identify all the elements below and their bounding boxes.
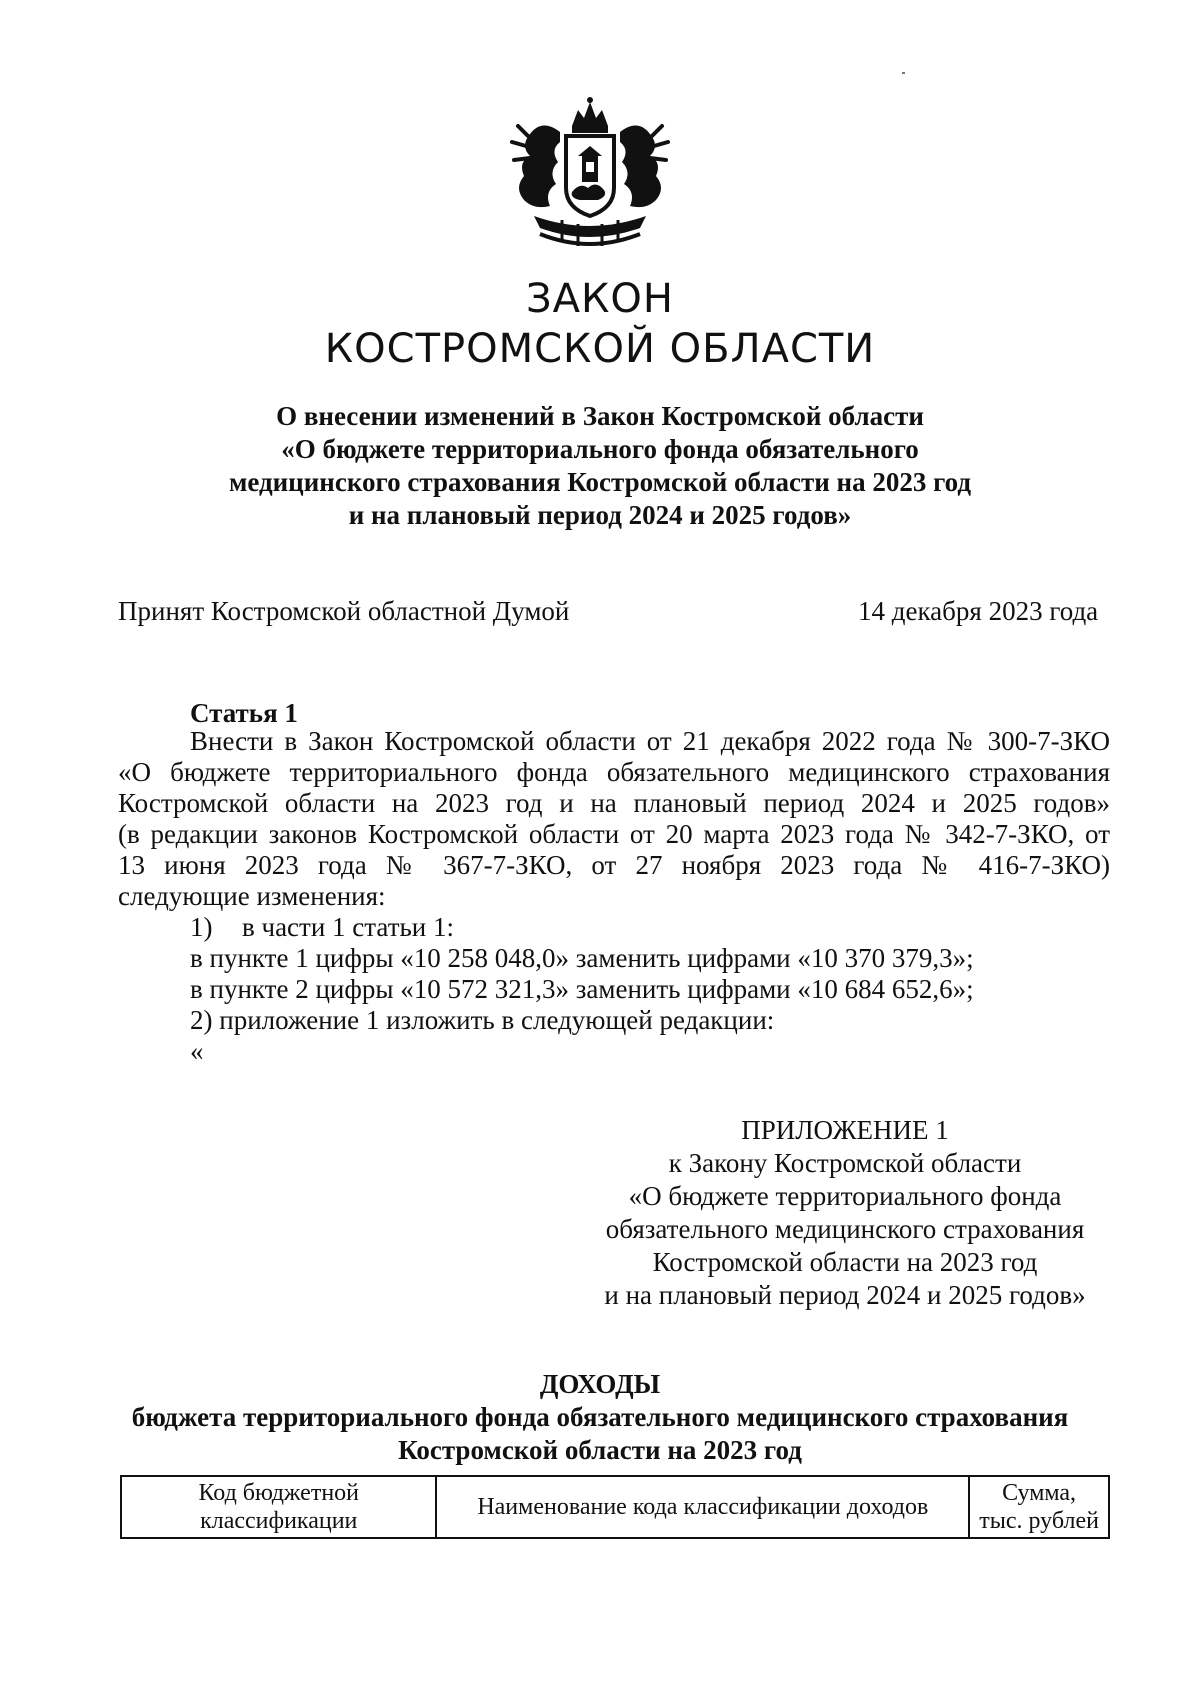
income-title: ДОХОДЫ: [539, 1369, 661, 1399]
header-text: Сумма,: [1002, 1480, 1077, 1506]
adopted-by: Принят Костромской областной Думой: [118, 596, 570, 626]
appendix-line: Костромской области на 2023 год: [652, 1247, 1038, 1277]
law-region-title: КОСТРОМСКОЙ ОБЛАСТИ: [324, 326, 876, 372]
law-title: ЗАКОН: [526, 276, 674, 322]
open-quote: «: [190, 1036, 204, 1066]
article-body: [118, 726, 1110, 1067]
subject-line: «О бюджете территориального фонда обязательного: [281, 434, 919, 464]
table-header-row: [121, 1476, 1109, 1538]
header-text: тыс. рублей: [979, 1508, 1099, 1534]
scan-speck: [902, 72, 905, 74]
appendix-reference: [560, 1114, 1130, 1312]
list-item-text: в части 1 статьи 1:: [242, 912, 455, 942]
kostroma-coat-of-arms-icon: [500, 96, 680, 256]
income-table: [120, 1475, 1110, 1539]
adoption-date: 14 декабря 2023 года: [858, 596, 1099, 626]
subject-line: медицинского страхования Костромской области на 2023 год: [228, 467, 972, 497]
point-1: в пункте 1 цифры «10 258 048,0» заменить цифрами «10 370 379,3»;: [190, 943, 974, 973]
list-item-2: 2) приложение 1 изложить в следующей редакции:: [190, 1005, 775, 1035]
subject-line: и на плановый период 2024 и 2025 годов»: [348, 500, 852, 530]
subject-line: О внесении изменений в Закон Костромской области: [276, 401, 924, 431]
list-item-number: 1): [190, 912, 213, 942]
income-subtitle: Костромской области на 2023 год: [398, 1435, 802, 1465]
header-text: классификации: [200, 1508, 358, 1534]
column-header-code: [121, 1476, 436, 1538]
income-heading: [0, 1368, 1200, 1467]
paragraph-line: (в редакции законов Костромской области от 20 марта 2023 года № 342-7-ЗКО, от: [118, 819, 1110, 849]
paragraph-line: следующие изменения:: [118, 881, 386, 911]
appendix-line: ПРИЛОЖЕНИЕ 1: [741, 1115, 949, 1145]
list-item-1: [118, 912, 1110, 943]
appendix-line: «О бюджете территориального фонда: [628, 1181, 1062, 1211]
paragraph-line: Костромской области на 2023 год и на плановый период 2024 и 2025 годов»: [118, 788, 1110, 818]
law-subject: [0, 400, 1200, 532]
appendix-line: и на плановый период 2024 и 2025 годов»: [604, 1280, 1086, 1310]
income-subtitle: бюджета территориального фонда обязательного медицинского страхования: [131, 1402, 1069, 1432]
appendix-line: обязательного медицинского страхования: [605, 1214, 1085, 1244]
point-2: в пункте 2 цифры «10 572 321,3» заменить цифрами «10 684 652,6»;: [190, 974, 974, 1004]
paragraph-line: Внести в Закон Костромской области от 21 декабря 2022 года № 300-7-ЗКО: [190, 726, 1110, 756]
appendix-line: к Закону Костромской области: [668, 1148, 1022, 1178]
column-header-sum: [969, 1476, 1109, 1538]
header-text: Код бюджетной: [198, 1480, 360, 1506]
article-heading: Статья 1: [190, 698, 298, 728]
column-header-name: Наименование кода классификации доходов: [436, 1476, 969, 1538]
paragraph-line: 13 июня 2023 года № 367-7-ЗКО, от 27 ноября 2023 года № 416-7-ЗКО): [118, 850, 1110, 880]
paragraph-line: «О бюджете территориального фонда обязательного медицинского страхования: [118, 757, 1110, 787]
